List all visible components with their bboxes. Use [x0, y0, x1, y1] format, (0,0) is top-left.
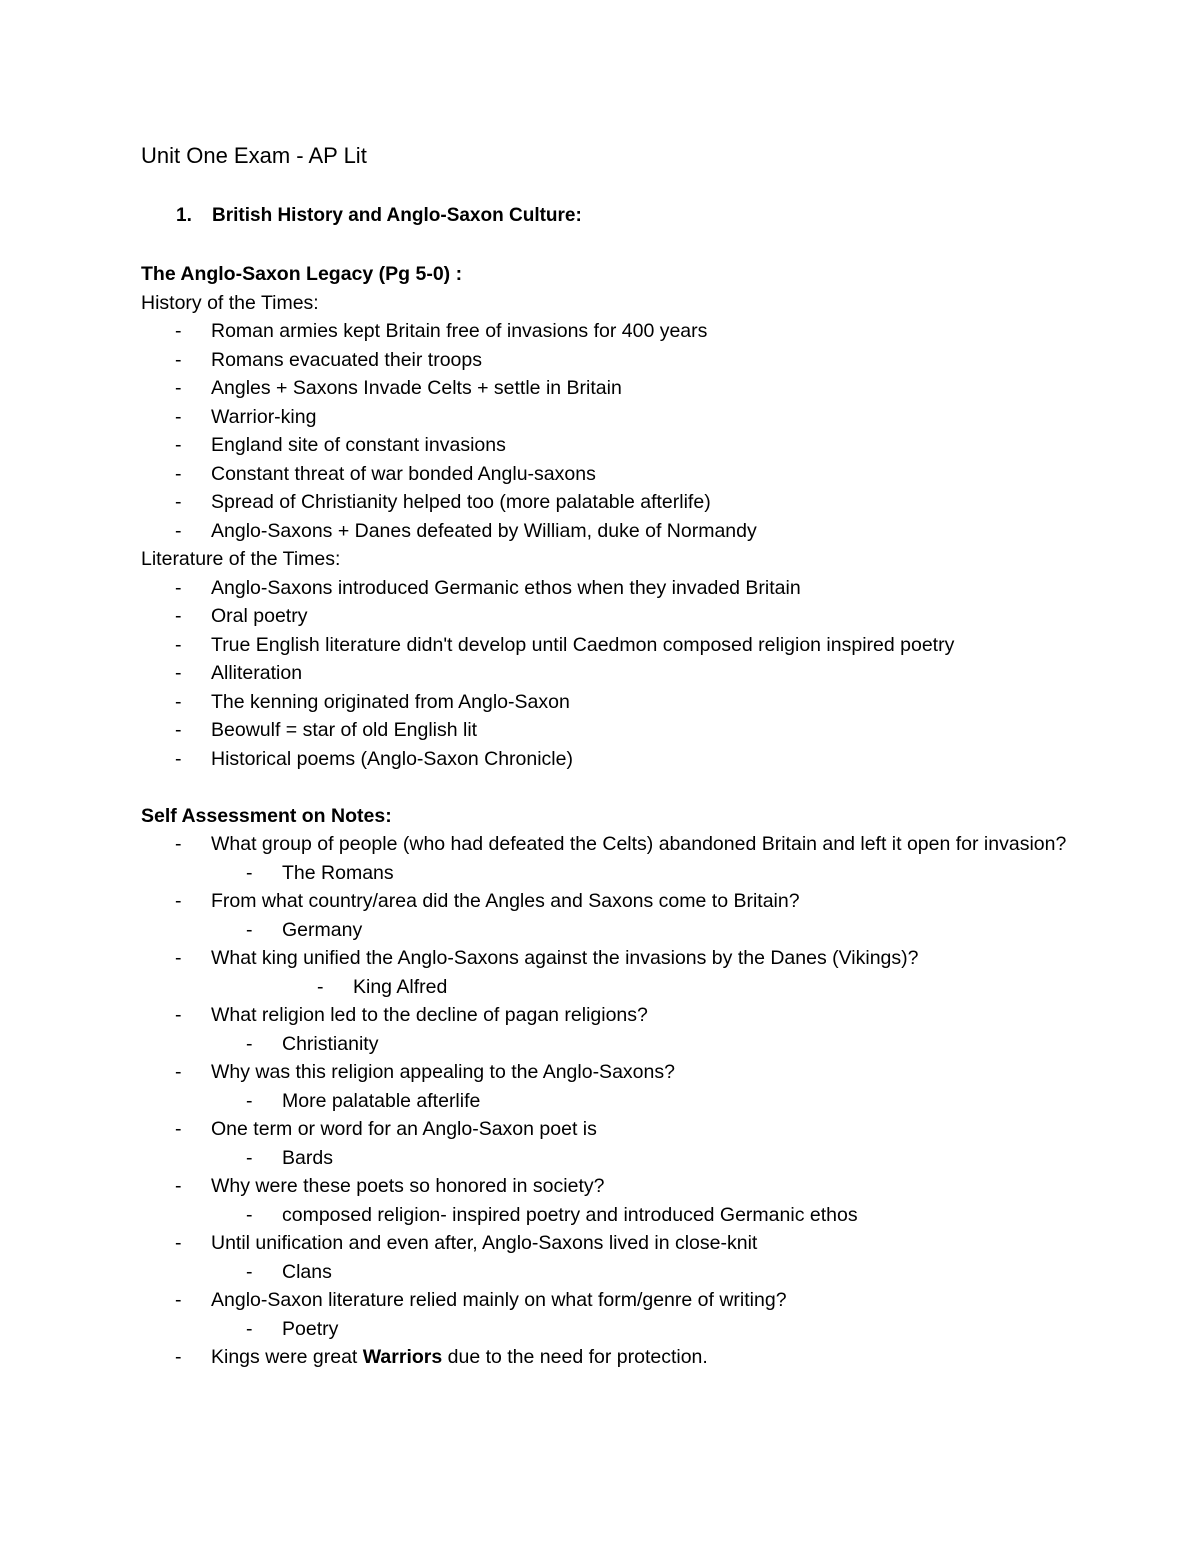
bullet-dash: - — [175, 662, 182, 684]
answer-item — [141, 1258, 1141, 1287]
answer-item — [141, 1030, 1141, 1059]
list-item-text: Constant threat of war bonded Anglu-saxons — [211, 462, 596, 485]
answer-text: Clans — [282, 1260, 332, 1283]
list-item-text: Anglo-Saxons + Danes defeated by William, duke of Normandy — [211, 519, 757, 542]
list-item-text: Alliteration — [211, 662, 303, 684]
answer-text: Bards — [282, 1146, 333, 1169]
answer-item — [141, 859, 1141, 888]
list-item-text: Anglo-Saxons introduced Germanic ethos when they invaded Britain — [211, 576, 801, 599]
bullet-dash: - — [175, 377, 182, 399]
list-item-text: Beowulf = star of old English lit — [211, 719, 478, 741]
bullet-dash: - — [175, 1232, 182, 1254]
list-item — [141, 403, 1141, 432]
question-text: What king unified the Anglo-Saxons against the invasions by the Danes (Vikings)? — [211, 947, 919, 969]
literature-label: Literature of the Times: — [141, 548, 341, 570]
question-item — [141, 830, 1091, 859]
section-number: 1. — [176, 205, 192, 226]
bullet-dash: - — [175, 576, 182, 599]
answer-text: Christianity — [282, 1032, 379, 1055]
list-item-text: Spread of Christianity helped too (more palatable afterlife) — [211, 491, 711, 513]
question-text: Why were these poets so honored in society? — [211, 1175, 605, 1197]
bullet-dash: - — [175, 1118, 182, 1140]
question-text: Until unification and even after, Anglo-Saxons lived in close-knit — [211, 1232, 758, 1254]
blank-line — [141, 773, 1141, 802]
list-item — [141, 688, 1141, 717]
answer-item — [141, 1144, 1141, 1173]
bullet-dash: - — [246, 1089, 253, 1112]
bullet-dash: - — [246, 861, 253, 884]
bullet-dash: - — [175, 833, 182, 855]
question-item — [141, 1001, 1141, 1030]
answer-text: King Alfred — [353, 975, 448, 998]
list-item-text: True English literature didn't develop until Caedmon composed religion inspired poetry — [211, 633, 955, 656]
section-heading — [176, 202, 582, 230]
bullet-dash: - — [175, 320, 182, 342]
final-statement — [141, 1343, 1141, 1372]
self-assessment-list — [141, 830, 1141, 1372]
question-item — [141, 1286, 1141, 1315]
question-text: One term or word for an Anglo-Saxon poet is — [211, 1118, 597, 1140]
bullet-dash: - — [175, 348, 182, 371]
bullet-dash: - — [246, 1146, 253, 1169]
bullet-dash: - — [246, 918, 253, 941]
final-prefix: Kings were great — [211, 1346, 363, 1368]
question-text: Why was this religion appealing to the Anglo-Saxons? — [211, 1061, 675, 1083]
bullet-dash: - — [175, 462, 182, 485]
answer-item — [141, 973, 1141, 1002]
list-item — [141, 716, 1141, 745]
list-item — [141, 602, 1141, 631]
document-body — [141, 260, 1141, 1372]
section-heading-text: British History and Anglo-Saxon Culture: — [212, 205, 582, 226]
list-item — [141, 517, 1141, 546]
list-item — [141, 431, 1141, 460]
final-suffix: due to the need for protection. — [442, 1346, 708, 1368]
list-item-text: Historical poems (Anglo-Saxon Chronicle) — [211, 747, 573, 770]
list-item-text: Roman armies kept Britain free of invasions for 400 years — [211, 320, 708, 342]
legacy-heading: The Anglo-Saxon Legacy (Pg 5-0) : — [141, 263, 463, 285]
list-item — [141, 631, 1141, 660]
bullet-dash: - — [175, 1004, 182, 1026]
bullet-dash: - — [175, 1061, 182, 1083]
list-item-text: Angles + Saxons Invade Celts + settle in Britain — [211, 377, 622, 399]
bullet-dash: - — [317, 975, 324, 998]
bullet-dash: - — [175, 1346, 182, 1368]
list-item — [141, 574, 1141, 603]
list-item-text: Romans evacuated their troops — [211, 348, 482, 371]
list-item — [141, 460, 1141, 489]
answer-item — [141, 1201, 1141, 1230]
question-text: What group of people (who had defeated the Celts) abandoned Britain and left it open for invasion? — [211, 833, 1067, 855]
list-item — [141, 374, 1141, 403]
answer-text: The Romans — [282, 861, 394, 884]
bullet-dash: - — [246, 1317, 253, 1340]
list-item — [141, 317, 1141, 346]
list-item-text: Warrior-king — [211, 405, 317, 428]
question-item — [141, 1058, 1141, 1087]
bullet-dash: - — [246, 1032, 253, 1055]
answer-item — [141, 1315, 1141, 1344]
bullet-dash: - — [175, 1175, 182, 1197]
question-item — [141, 1172, 1141, 1201]
bullet-dash: - — [246, 1203, 253, 1226]
question-item — [141, 944, 1141, 973]
list-item — [141, 346, 1141, 375]
answer-text: Germany — [282, 918, 363, 941]
question-text: Anglo-Saxon literature relied mainly on what form/genre of writing? — [211, 1289, 787, 1311]
question-text: What religion led to the decline of pagan religions? — [211, 1004, 648, 1026]
bullet-dash: - — [175, 719, 182, 741]
bullet-dash: - — [175, 405, 182, 428]
bullet-dash: - — [175, 519, 182, 542]
bullet-dash: - — [175, 690, 182, 713]
bullet-dash: - — [175, 605, 182, 627]
list-item — [141, 659, 1141, 688]
bullet-dash: - — [175, 890, 182, 912]
bullet-dash: - — [175, 1289, 182, 1311]
history-list — [141, 317, 1141, 545]
answer-text: Poetry — [282, 1317, 339, 1340]
answer-text: composed religion- inspired poetry and introduced Germanic ethos — [282, 1203, 858, 1226]
list-item-text: England site of constant invasions — [211, 434, 506, 456]
question-item — [141, 1115, 1141, 1144]
answer-text: More palatable afterlife — [282, 1089, 481, 1112]
question-item — [141, 887, 1141, 916]
answer-item — [141, 916, 1141, 945]
literature-list — [141, 574, 1141, 774]
bullet-dash: - — [175, 434, 182, 456]
bullet-dash: - — [175, 747, 182, 770]
question-item — [141, 1229, 1141, 1258]
list-item-text: Oral poetry — [211, 605, 308, 627]
list-item — [141, 745, 1141, 774]
list-item-text: The kenning originated from Anglo-Saxon — [211, 690, 570, 713]
final-bold-word: Warriors — [362, 1346, 443, 1368]
history-label: History of the Times: — [141, 291, 319, 314]
bullet-dash: - — [175, 947, 182, 969]
bullet-dash: - — [175, 633, 182, 656]
self-assessment-heading: Self Assessment on Notes: — [141, 804, 392, 827]
bullet-dash: - — [175, 491, 182, 513]
bullet-dash: - — [246, 1260, 253, 1283]
answer-item — [141, 1087, 1141, 1116]
list-item — [141, 488, 1141, 517]
question-text: From what country/area did the Angles and Saxons come to Britain? — [211, 890, 800, 912]
document-title: Unit One Exam - AP Lit — [141, 143, 367, 168]
